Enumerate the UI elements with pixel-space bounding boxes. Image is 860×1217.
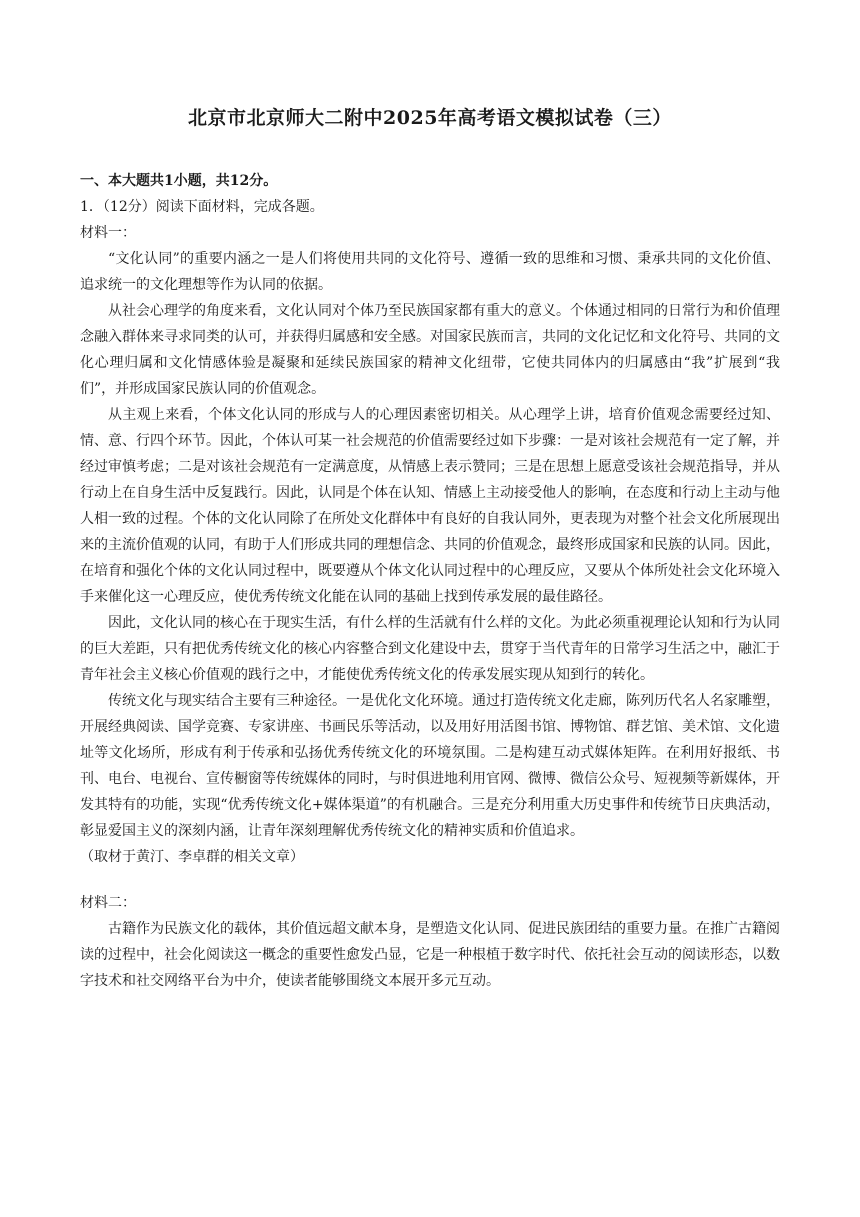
- material-one-paragraph-5: 传统文化与现实结合主要有三种途径。一是优化文化环境。通过打造传统文化走廊，陈列历代名人名家雕塑，开展经典阅读、国学竞赛、专家讲座、书画民乐等活动，以及用好用活图书馆、博物馆、群艺馆、美术馆、文化遗址等文化场所，形成有利于传承和弘扬优秀传统文化的环境氛围。二是构建互动式媒体矩阵。在利用好报纸、书刊、电台、电视台、宣传橱窗等传统媒体的同时，与时俱进地利用官网、微博、微信公众号、短视频等新媒体，开发其特有的功能，实现“优秀传统文化+媒体渠道”的有机融合。三是充分利用重大历史事件和传统节日庆典活动，彰显爱国主义的深刻内涵，让青年深刻理解优秀传统文化的精神实质和价值追求。: [80, 693, 780, 839]
- material-two-paragraph-1: 古籍作为民族文化的载体，其价值远超文献本身，是塑造文化认同、促进民族团结的重要力量。在推广古籍阅读的过程中，社会化阅读这一概念的重要性愈发凸显，它是一种根植于数字时代、依托社会互动的阅读形态，以数字技术和社交网络平台为中介，使读者能够围绕文本展开多元互动。: [80, 921, 780, 989]
- material-one-source: （取材于黄汀、李卓群的相关文章）: [80, 849, 304, 865]
- material-one-paragraph-3: 从主观上来看，个体文化认同的形成与人的心理因素密切相关。从心理学上讲，培育价值观念需要经过知、情、意、行四个环节。因此，个体认可某一社会规范的价值需要经过如下步骤：一是对该社会规范有一定了解，并经过审慎考虑；二是对该社会规范有一定满意度，从情感上表示赞同；三是在思想上愿意受该社会规范指导，并从行动上在自身生活中反复践行。因此，认同是个体在认知、情感上主动接受他人的影响，在态度和行动上主动与他人相一致的过程。个体的文化认同除了在所处文化群体中有良好的自我认同外，更表现为对整个社会文化所展现出来的主流价值观的认同，有助于人们形成共同的理想信念、共同的价值观念，最终形成国家和民族的认同。因此，在培育和强化个体的文化认同过程中，既要遵从个体文化认同过程中的心理反应，又要从个体所处社会文化环境入手来催化这一心理反应，使优秀传统文化能在认同的基础上找到传承发展的最佳路径。: [80, 407, 780, 605]
- document-body: [80, 168, 780, 994]
- material-one-paragraph-2: 从社会心理学的角度来看，文化认同对个体乃至民族国家都有重大的意义。个体通过相同的日常行为和价值理念融入群体来寻求同类的认可，并获得归属感和安全感。对国家民族而言，共同的文化记忆和文化符号、共同的文化心理归属和文化情感体验是凝聚和延续民族国家的精神文化纽带，它使共同体内的归属感由“我”扩展到“我们”，并形成国家民族认同的价值观念。: [80, 303, 780, 397]
- section-heading: 一、本大题共1小题，共12分。: [80, 173, 278, 189]
- section-gap: [80, 870, 780, 890]
- page-title: 北京市北京师大二附中2025年高考语文模拟试卷（三）: [188, 107, 672, 129]
- question-prompt: 1．（12分）阅读下面材料，完成各题。: [80, 199, 324, 215]
- material-one-label: 材料一：: [80, 225, 136, 241]
- material-two-label: 材料二：: [80, 895, 136, 911]
- material-one-paragraph-4: 因此，文化认同的核心在于现实生活，有什么样的生活就有什么样的文化。为此必须重视理论认知和行为认同的巨大差距，只有把优秀传统文化的核心内容整合到文化建设中去，贯穿于当代青年的日常学习生活之中，融汇于青年社会主义核心价值观的践行之中，才能使优秀传统文化的传承发展实现从知到行的转化。: [80, 615, 780, 683]
- material-one-paragraph-1: “文化认同”的重要内涵之一是人们将使用共同的文化符号、遵循一致的思维和习惯、秉承共同的文化价值、追求统一的文化理想等作为认同的依据。: [80, 251, 780, 293]
